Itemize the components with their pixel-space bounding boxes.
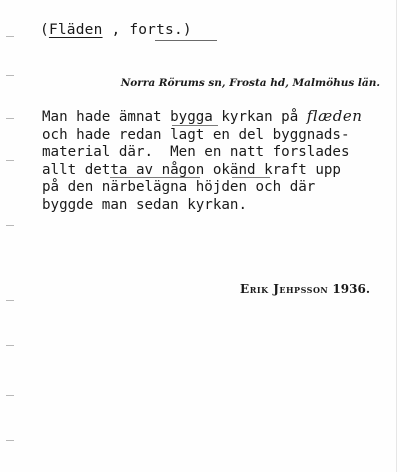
margin-tick: [6, 118, 14, 119]
card-heading: [40, 22, 192, 38]
body-line: byggde man sedan kyrkan.: [42, 196, 247, 213]
body-line: och hade redan lagt en del byggnads-: [42, 126, 350, 143]
body-line: [42, 108, 362, 127]
margin-tick: [6, 160, 14, 161]
body-line: material där. Men en natt forslades: [42, 144, 350, 160]
margin-tick: [6, 75, 14, 76]
pencil-underline: [172, 125, 218, 126]
card-body: [42, 108, 362, 214]
handwritten-insert: flæden: [306, 107, 363, 125]
margin-tick: [6, 36, 14, 37]
card-right-edge: [396, 0, 397, 472]
pencil-underline: [110, 177, 200, 178]
collection-year: 1936.: [332, 282, 370, 296]
margin-tick: [6, 225, 14, 226]
heading-rule: [155, 40, 217, 41]
place-line: Norra Rörums sn, Frosta hd, Malmöhus län.: [120, 77, 380, 89]
margin-tick: [6, 395, 14, 396]
margin-tick: [6, 440, 14, 441]
collector-name: Erik Jehpsson: [240, 282, 329, 296]
margin-tick: [6, 345, 14, 346]
body-line: allt detta av någon okänd kraft upp: [42, 161, 341, 178]
pencil-underline: [232, 177, 270, 178]
collector-signature: [240, 282, 370, 296]
heading-open-paren: (: [40, 22, 49, 38]
body-line-text: Man hade ämnat bygga kyrkan på: [42, 109, 307, 125]
heading-keyword: Fläden: [48, 22, 103, 38]
margin-tick: [6, 300, 14, 301]
heading-continuation: , forts.): [102, 22, 192, 38]
body-line: på den närbelägna höjden och där: [42, 179, 316, 195]
